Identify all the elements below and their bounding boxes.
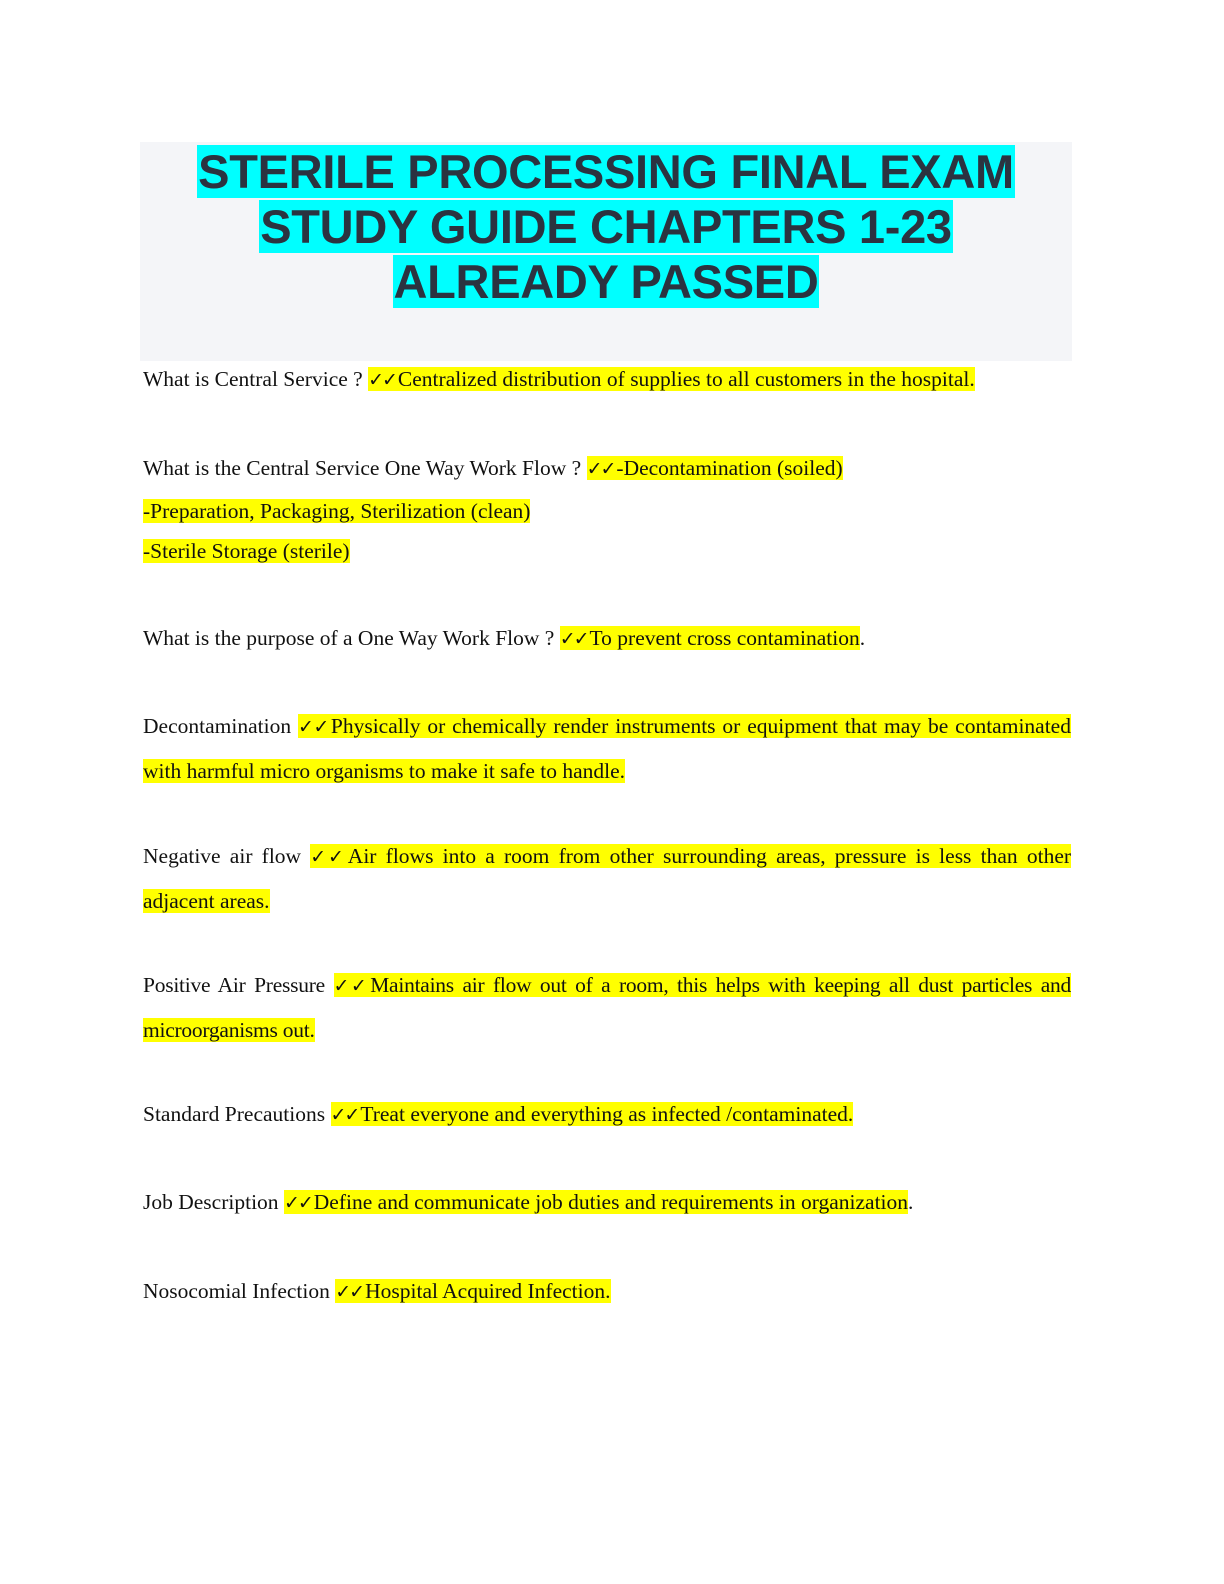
question-text: What is Central Service ? [143,367,369,391]
double-check-icon: ✓✓ [559,628,588,650]
question-text: Negative air flow [143,844,311,868]
answer-text: Maintains air flow out of a room, this helps with keeping all dust particles and microorganisms out. [143,973,1072,1042]
answer-highlight [560,626,860,650]
double-check-icon: ✓✓ [586,458,615,480]
answer-highlight [335,1279,610,1303]
qa-item-negative-air-flow [143,834,1071,923]
question-text: Positive Air Pressure [143,973,334,997]
document-title-block [140,142,1072,361]
double-check-icon: ✓✓ [368,369,396,391]
qa-item-decontamination [143,704,1071,793]
double-check-icon: ✓✓ [310,846,346,868]
question-text: What is the purpose of a One Way Work Flow ? [143,626,560,650]
title-line-3: ALREADY PASSED [393,255,819,308]
answer-highlight [331,1102,854,1126]
question-text: Standard Precautions [143,1102,331,1126]
qa-item-positive-air-pressure [143,963,1071,1052]
double-check-icon: ✓✓ [335,1281,364,1303]
answer-line-2: -Preparation, Packaging, Sterilization (clean) [143,499,531,523]
qa-item-standard-precautions [143,1092,1071,1137]
qa-item-job-description: Job Description ✓✓Define and communicate job duties and requirements in organization. [143,1190,914,1214]
answer-highlight [284,1190,908,1214]
answer-text: Treat everyone and everything as infected /contaminated. [360,1102,854,1126]
answer-text: Define and communicate job duties and requirements in organization [313,1190,909,1214]
answer-text: To prevent cross contamination [589,626,860,650]
double-check-icon: ✓✓ [283,1192,312,1214]
qa-item-central-service [143,357,1071,402]
qa-item-one-way-work-flow [143,446,1071,571]
answer-text: -Decontamination (soiled) [616,456,843,480]
answer-text: Hospital Acquired Infection. [365,1279,611,1303]
answer-line-3: -Sterile Storage (sterile) [143,539,350,563]
title-line-1: STERILE PROCESSING FINAL EXAM [198,145,1014,198]
question-text: Nosocomial Infection [143,1279,336,1303]
question-text: What is the Central Service One Way Work Flow ? [143,456,587,480]
double-check-icon: ✓✓ [333,975,369,997]
double-check-icon: ✓✓ [330,1104,359,1126]
answer-text: Air flows into a room from other surrounding areas, pressure is less than other adjacent areas. [143,844,1072,913]
qa-item-purpose-one-way: What is the purpose of a One Way Work Flow ? ✓✓To prevent cross contamination. [143,626,866,650]
double-check-icon: ✓✓ [297,716,329,738]
answer-text: Centralized distribution of supplies to all customers in the hospital. [397,367,975,391]
answer-text: Physically or chemically render instruments or equipment that may be contaminated with harmful micro organisms to make it safe to handle. [143,714,1071,783]
question-text: Decontamination [143,714,298,738]
title-line-2: STUDY GUIDE CHAPTERS 1-23 [260,200,952,253]
answer-highlight [587,456,843,480]
question-text: Job Description [143,1190,284,1214]
answer-highlight [368,367,975,391]
qa-item-nosocomial-infection [143,1269,1071,1314]
